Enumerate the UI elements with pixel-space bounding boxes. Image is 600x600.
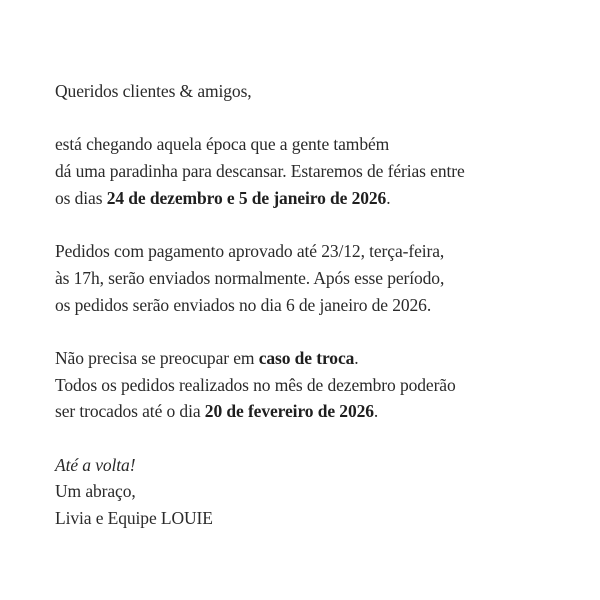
exchange-paragraph xyxy=(55,345,575,425)
exchange-prefix: Não precisa se preocupar em xyxy=(55,347,259,368)
vacation-line-3 xyxy=(55,185,575,212)
closing-hug: Um abraço, xyxy=(55,481,136,502)
vacation-line-1: está chegando aquela época que a gente também xyxy=(55,134,390,155)
vacation-paragraph xyxy=(55,131,575,211)
signature: Livia e Equipe LOUIE xyxy=(55,508,213,529)
greeting: Queridos clientes & amigos, xyxy=(55,81,252,101)
orders-line-1: Pedidos com pagamento aprovado até 23/12, terça-feira, xyxy=(55,241,445,262)
vacation-line-2: dá uma paradinha para descansar. Estaremos de férias entre xyxy=(55,161,465,182)
exchange-deadline-prefix: ser trocados até o dia xyxy=(55,401,205,422)
exchange-highlight: caso de troca xyxy=(258,347,355,368)
closing xyxy=(55,452,575,532)
paragraph-spacer xyxy=(55,212,575,239)
paragraph-spacer xyxy=(55,318,575,345)
exchange-line-1 xyxy=(55,345,575,372)
announcement-letter xyxy=(55,78,575,532)
exchange-deadline-suffix: . xyxy=(373,401,379,422)
vacation-dates-prefix: os dias xyxy=(55,187,107,208)
exchange-deadline: 20 de fevereiro de 2026 xyxy=(204,401,374,422)
vacation-dates: 24 de dezembro e 5 de janeiro de 2026 xyxy=(106,187,387,208)
exchange-line-3 xyxy=(55,398,575,425)
orders-line-3: os pedidos serão enviados no dia 6 de janeiro de 2026. xyxy=(55,294,432,315)
orders-line-2: às 17h, serão enviados normalmente. Após esse período, xyxy=(55,267,445,288)
exchange-suffix: . xyxy=(354,347,359,368)
orders-paragraph xyxy=(55,238,575,318)
paragraph-spacer xyxy=(55,105,575,132)
exchange-line-2: Todos os pedidos realizados no mês de dezembro poderão xyxy=(55,374,456,395)
vacation-dates-suffix: . xyxy=(386,187,391,208)
paragraph-spacer xyxy=(55,425,575,452)
farewell: Até a volta! xyxy=(55,454,136,475)
